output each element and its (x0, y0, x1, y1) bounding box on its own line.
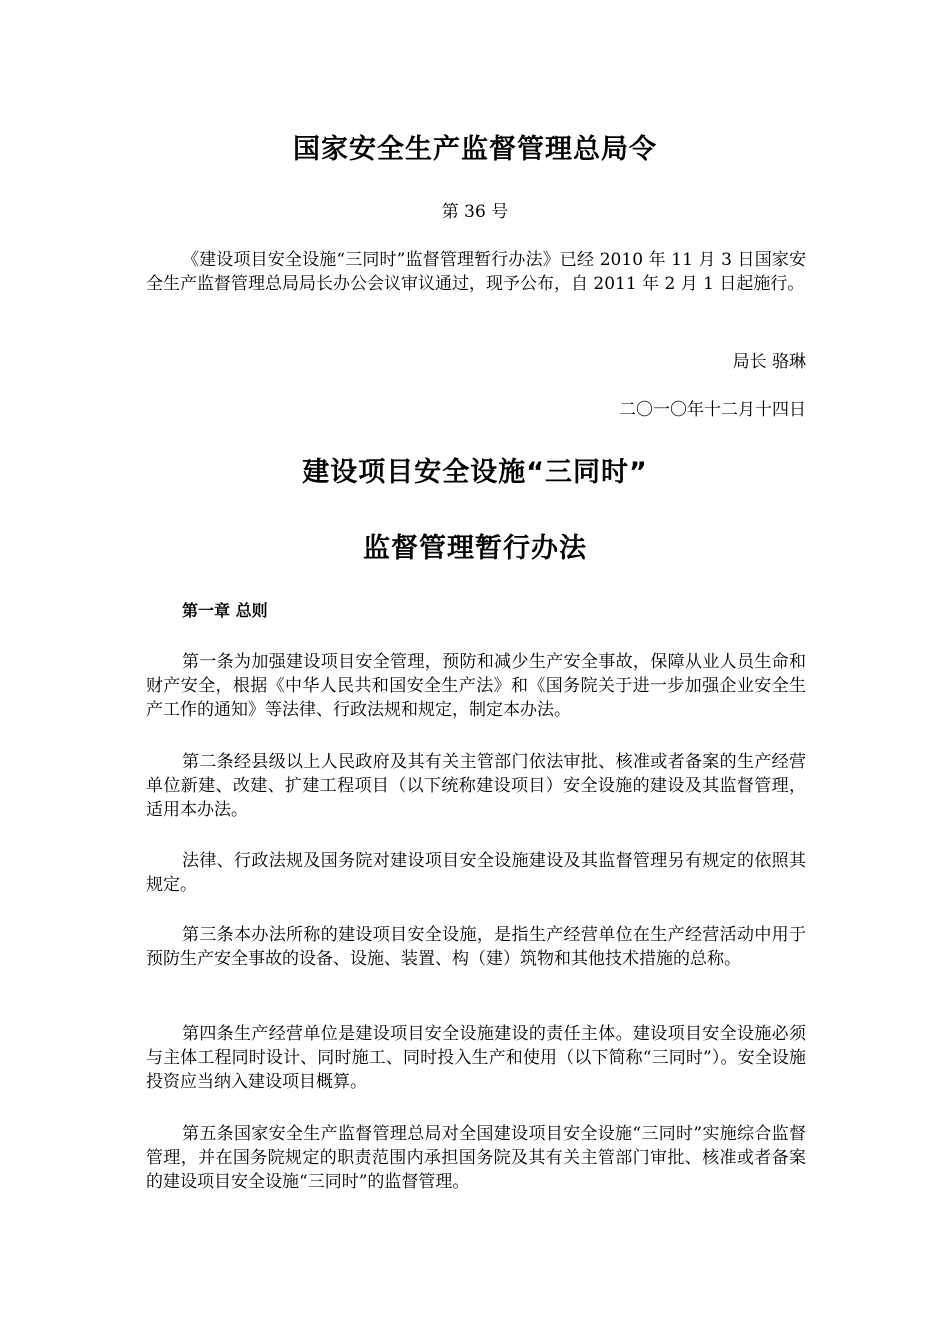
decree-date: 二〇一〇年十二月十四日 (619, 400, 806, 420)
regulation-title-line-1: 建设项目安全设施“三同时” (302, 457, 648, 488)
article-paragraph: 第三条本办法所称的建设项目安全设施，是指生产经营单位在生产经营活动中用于预防生产安全事故的设备、设施、装置、构（建）筑物和其他技术措施的总称。 (146, 925, 806, 969)
article-paragraph: 法律、行政法规及国务院对建设项目安全设施建设及其监督管理另有规定的依照其规定。 (146, 851, 806, 895)
article-paragraph: 第五条国家安全生产监督管理总局对全国建设项目安全设施“三同时”实施综合监督管理，并在国务院规定的职责范围内承担国务院及其有关主管部门审批、核准或者备案的建设项目安全设施“三同时”的监督管理。 (146, 1124, 806, 1192)
article-paragraph: 第四条生产经营单位是建设项目安全设施建设的责任主体。建设项目安全设施必须与主体工程同时设计、同时施工、同时投入生产和使用（以下简称“三同时”）。安全设施投资应当纳入建设项目概算。 (146, 1024, 806, 1092)
decree-title: 国家安全生产监督管理总局令 (293, 134, 657, 165)
signatory: 局长 骆琳 (732, 352, 806, 372)
article-paragraph: 第二条经县级以上人民政府及其有关主管部门依法审批、核准或者备案的生产经营单位新建、改建、扩建工程项目（以下统称建设项目）安全设施的建设及其监督管理，适用本办法。 (146, 752, 806, 820)
article-paragraph: 第一条为加强建设项目安全管理，预防和减少生产安全事故，保障从业人员生命和财产安全，根据《中华人民共和国安全生产法》和《国务院关于进一步加强企业安全生产工作的通知》等法律、行政法规和规定，制定本办法。 (146, 652, 806, 720)
regulation-title-line-2: 监督管理暂行办法 (363, 533, 587, 564)
decree-number: 第 36 号 (441, 202, 509, 222)
preamble-paragraph: 《建设项目安全设施“三同时”监督管理暂行办法》已经 2010 年 11 月 3 日国家安全生产监督管理总局局长办公会议审议通过，现予公布，自 2011 年 2 月 1 日起施行。 (146, 250, 806, 294)
chapter-heading: 第一章 总则 (182, 601, 268, 620)
